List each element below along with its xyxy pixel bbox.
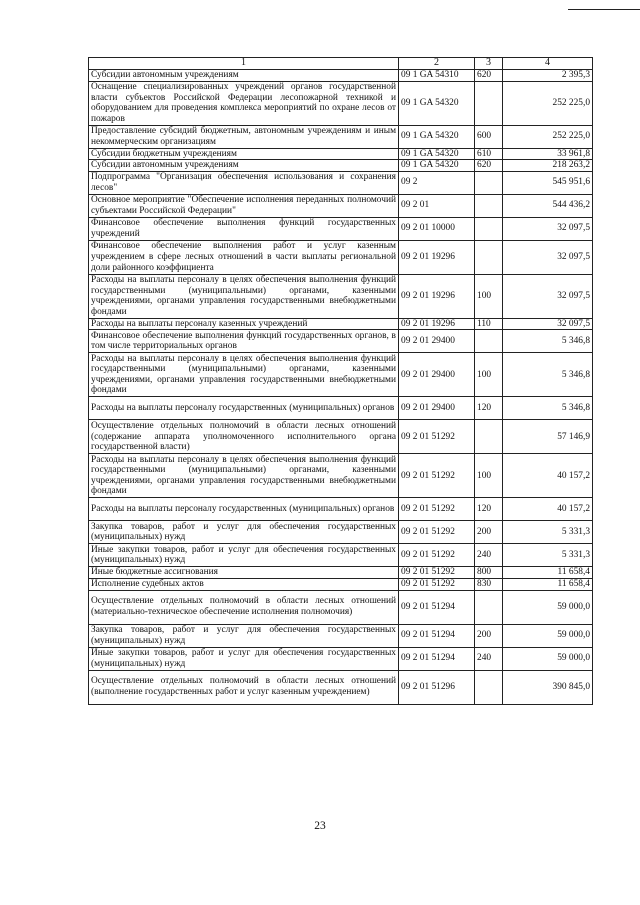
row-sum-cell: 218 263,2 [503, 160, 593, 172]
table-row [89, 578, 593, 590]
row-code-cell: 09 2 01 51292 [399, 420, 475, 454]
row-kvr-cell: 240 [475, 647, 503, 670]
header-cell-1: 1 [89, 58, 399, 70]
row-kvr-cell [475, 330, 503, 353]
row-sum-cell: 11 658,4 [503, 578, 593, 590]
row-name-cell: Осуществление отдельных полномочий в области лесных отношений (содержание аппарата уполномоченного исполнительного органа государственной власти) [89, 420, 399, 454]
row-code-cell: 09 2 01 19296 [399, 240, 475, 274]
budget-table-body [89, 58, 593, 705]
table-row [89, 590, 593, 624]
row-sum-cell: 59 000,0 [503, 590, 593, 624]
row-name-cell: Финансовое обеспечение выполнения функций государственных органов, в том числе территориальных органов [89, 330, 399, 353]
row-sum-cell: 252 225,0 [503, 81, 593, 125]
row-sum-cell: 32 097,5 [503, 274, 593, 318]
row-sum-cell: 5 331,3 [503, 521, 593, 544]
table-row [89, 240, 593, 274]
row-name-cell: Расходы на выплаты персоналу в целях обеспечения выполнения функций государственными (муниципальными) органами, казенными учреждениями, органами управления государственными внебюджетными фондами [89, 274, 399, 318]
row-name-cell: Подпрограмма "Организация обеспечения использования и сохранения лесов" [89, 171, 399, 194]
row-name-cell: Основное мероприятие "Обеспечение исполнения переданных полномочий субъектами Российской Федерации" [89, 194, 399, 217]
row-code-cell: 09 1 GA 54320 [399, 125, 475, 148]
table-row [89, 624, 593, 647]
table-row [89, 81, 593, 125]
row-kvr-cell: 240 [475, 544, 503, 567]
row-name-cell: Финансовое обеспечение выполнения функций государственных учреждений [89, 217, 399, 240]
table-row [89, 670, 593, 704]
table-row [89, 647, 593, 670]
row-name-cell: Расходы на выплаты персоналу в целях обеспечения выполнения функций государственными (муниципальными) органами, казенными учреждениями, органами управления государственными внебюджетными фондами [89, 353, 399, 397]
row-name-cell: Финансовое обеспечение выполнения работ и услуг казенным учреждением в сфере лесных отношений в части выплаты региональной доли районного коэффициента [89, 240, 399, 274]
header-cell-2: 2 [399, 58, 475, 70]
row-code-cell: 09 2 01 51292 [399, 544, 475, 567]
row-name-cell: Расходы на выплаты персоналу казенных учреждений [89, 318, 399, 330]
row-kvr-cell [475, 81, 503, 125]
row-code-cell: 09 2 [399, 171, 475, 194]
row-name-cell: Закупка товаров, работ и услуг для обеспечения государственных (муниципальных) нужд [89, 521, 399, 544]
row-sum-cell: 390 845,0 [503, 670, 593, 704]
table-row [89, 70, 593, 82]
row-code-cell: 09 2 01 29400 [399, 330, 475, 353]
row-kvr-cell [475, 171, 503, 194]
row-sum-cell: 5 346,8 [503, 353, 593, 397]
row-kvr-cell [475, 590, 503, 624]
row-code-cell: 09 1 GA 54320 [399, 160, 475, 172]
row-code-cell: 09 2 01 51292 [399, 521, 475, 544]
table-row [89, 498, 593, 521]
row-code-cell: 09 2 01 19296 [399, 318, 475, 330]
row-sum-cell: 252 225,0 [503, 125, 593, 148]
row-name-cell: Расходы на выплаты персоналу государственных (муниципальных) органов [89, 498, 399, 521]
row-name-cell: Оснащение специализированных учреждений органов государственной власти субъектов Российской Федерации лесопожарной техникой и оборудованием для проведения комплекса мероприятий по охране лесов от пожаров [89, 81, 399, 125]
row-name-cell: Осуществление отдельных полномочий в области лесных отношений (материально-техническое обеспечение исполнения полномочия) [89, 590, 399, 624]
table-row [89, 125, 593, 148]
row-kvr-cell [475, 240, 503, 274]
row-sum-cell: 40 157,2 [503, 498, 593, 521]
row-code-cell: 09 2 01 29400 [399, 397, 475, 420]
row-name-cell: Осуществление отдельных полномочий в области лесных отношений (выполнение государственных работ и услуг казенным учреждением) [89, 670, 399, 704]
row-sum-cell: 40 157,2 [503, 454, 593, 498]
table-row [89, 521, 593, 544]
row-sum-cell: 59 000,0 [503, 647, 593, 670]
row-code-cell: 09 2 01 51292 [399, 578, 475, 590]
row-name-cell: Закупка товаров, работ и услуг для обеспечения государственных (муниципальных) нужд [89, 624, 399, 647]
row-kvr-cell: 610 [475, 148, 503, 160]
row-sum-cell: 32 097,5 [503, 318, 593, 330]
table-row [89, 274, 593, 318]
row-code-cell: 09 2 01 10000 [399, 217, 475, 240]
table-row [89, 148, 593, 160]
page-number: 23 [314, 820, 326, 832]
table-row [89, 160, 593, 172]
row-name-cell: Субсидии бюджетным учреждениям [89, 148, 399, 160]
row-kvr-cell: 120 [475, 397, 503, 420]
row-name-cell: Расходы на выплаты персоналу в целях обеспечения выполнения функций государственными (муниципальными) органами, казенными учреждениями, органами управления государственными внебюджетными фондами [89, 454, 399, 498]
row-kvr-cell: 110 [475, 318, 503, 330]
row-code-cell: 09 2 01 51292 [399, 454, 475, 498]
row-kvr-cell: 100 [475, 454, 503, 498]
row-kvr-cell: 620 [475, 70, 503, 82]
row-sum-cell: 59 000,0 [503, 624, 593, 647]
table-row [89, 353, 593, 397]
row-name-cell: Субсидии автономным учреждениям [89, 160, 399, 172]
row-name-cell: Предоставление субсидий бюджетным, автономным учреждениям и иным некоммерческим организациям [89, 125, 399, 148]
row-code-cell: 09 2 01 19296 [399, 274, 475, 318]
row-name-cell: Исполнение судебных актов [89, 578, 399, 590]
row-kvr-cell: 100 [475, 274, 503, 318]
table-row [89, 194, 593, 217]
top-rule [568, 9, 640, 10]
row-sum-cell: 2 395,3 [503, 70, 593, 82]
row-name-cell: Иные закупки товаров, работ и услуг для обеспечения государственных (муниципальных) нужд [89, 647, 399, 670]
header-cell-3: 3 [475, 58, 503, 70]
table-row [89, 397, 593, 420]
table-row [89, 217, 593, 240]
row-code-cell: 09 2 01 51294 [399, 647, 475, 670]
row-sum-cell: 5 331,3 [503, 544, 593, 567]
table-row [89, 454, 593, 498]
row-code-cell: 09 2 01 51294 [399, 624, 475, 647]
budget-table [88, 57, 593, 705]
row-kvr-cell: 800 [475, 567, 503, 579]
row-kvr-cell: 200 [475, 624, 503, 647]
row-name-cell: Иные закупки товаров, работ и услуг для обеспечения государственных (муниципальных) нужд [89, 544, 399, 567]
row-code-cell: 09 2 01 51292 [399, 567, 475, 579]
row-name-cell: Субсидии автономным учреждениям [89, 70, 399, 82]
row-kvr-cell [475, 670, 503, 704]
row-sum-cell: 5 346,8 [503, 397, 593, 420]
row-sum-cell: 545 951,6 [503, 171, 593, 194]
row-sum-cell: 11 658,4 [503, 567, 593, 579]
table-row [89, 544, 593, 567]
row-kvr-cell: 620 [475, 160, 503, 172]
row-name-cell: Иные бюджетные ассигнования [89, 567, 399, 579]
row-kvr-cell [475, 420, 503, 454]
table-row [89, 171, 593, 194]
row-code-cell: 09 1 GA 54310 [399, 70, 475, 82]
row-code-cell: 09 2 01 [399, 194, 475, 217]
row-kvr-cell: 100 [475, 353, 503, 397]
table-header-row [89, 58, 593, 70]
table-row [89, 330, 593, 353]
row-kvr-cell: 830 [475, 578, 503, 590]
row-kvr-cell: 120 [475, 498, 503, 521]
row-kvr-cell: 200 [475, 521, 503, 544]
row-kvr-cell [475, 194, 503, 217]
row-sum-cell: 5 346,8 [503, 330, 593, 353]
header-cell-4: 4 [503, 58, 593, 70]
row-sum-cell: 32 097,5 [503, 240, 593, 274]
row-code-cell: 09 2 01 29400 [399, 353, 475, 397]
row-sum-cell: 57 146,9 [503, 420, 593, 454]
row-code-cell: 09 2 01 51292 [399, 498, 475, 521]
row-code-cell: 09 2 01 51294 [399, 590, 475, 624]
row-sum-cell: 32 097,5 [503, 217, 593, 240]
row-code-cell: 09 1 GA 54320 [399, 81, 475, 125]
row-kvr-cell: 600 [475, 125, 503, 148]
row-code-cell: 09 2 01 51296 [399, 670, 475, 704]
table-row [89, 567, 593, 579]
row-kvr-cell [475, 217, 503, 240]
row-name-cell: Расходы на выплаты персоналу государственных (муниципальных) органов [89, 397, 399, 420]
table-row [89, 420, 593, 454]
row-sum-cell: 544 436,2 [503, 194, 593, 217]
table-row [89, 318, 593, 330]
row-code-cell: 09 1 GA 54320 [399, 148, 475, 160]
row-sum-cell: 33 961,8 [503, 148, 593, 160]
